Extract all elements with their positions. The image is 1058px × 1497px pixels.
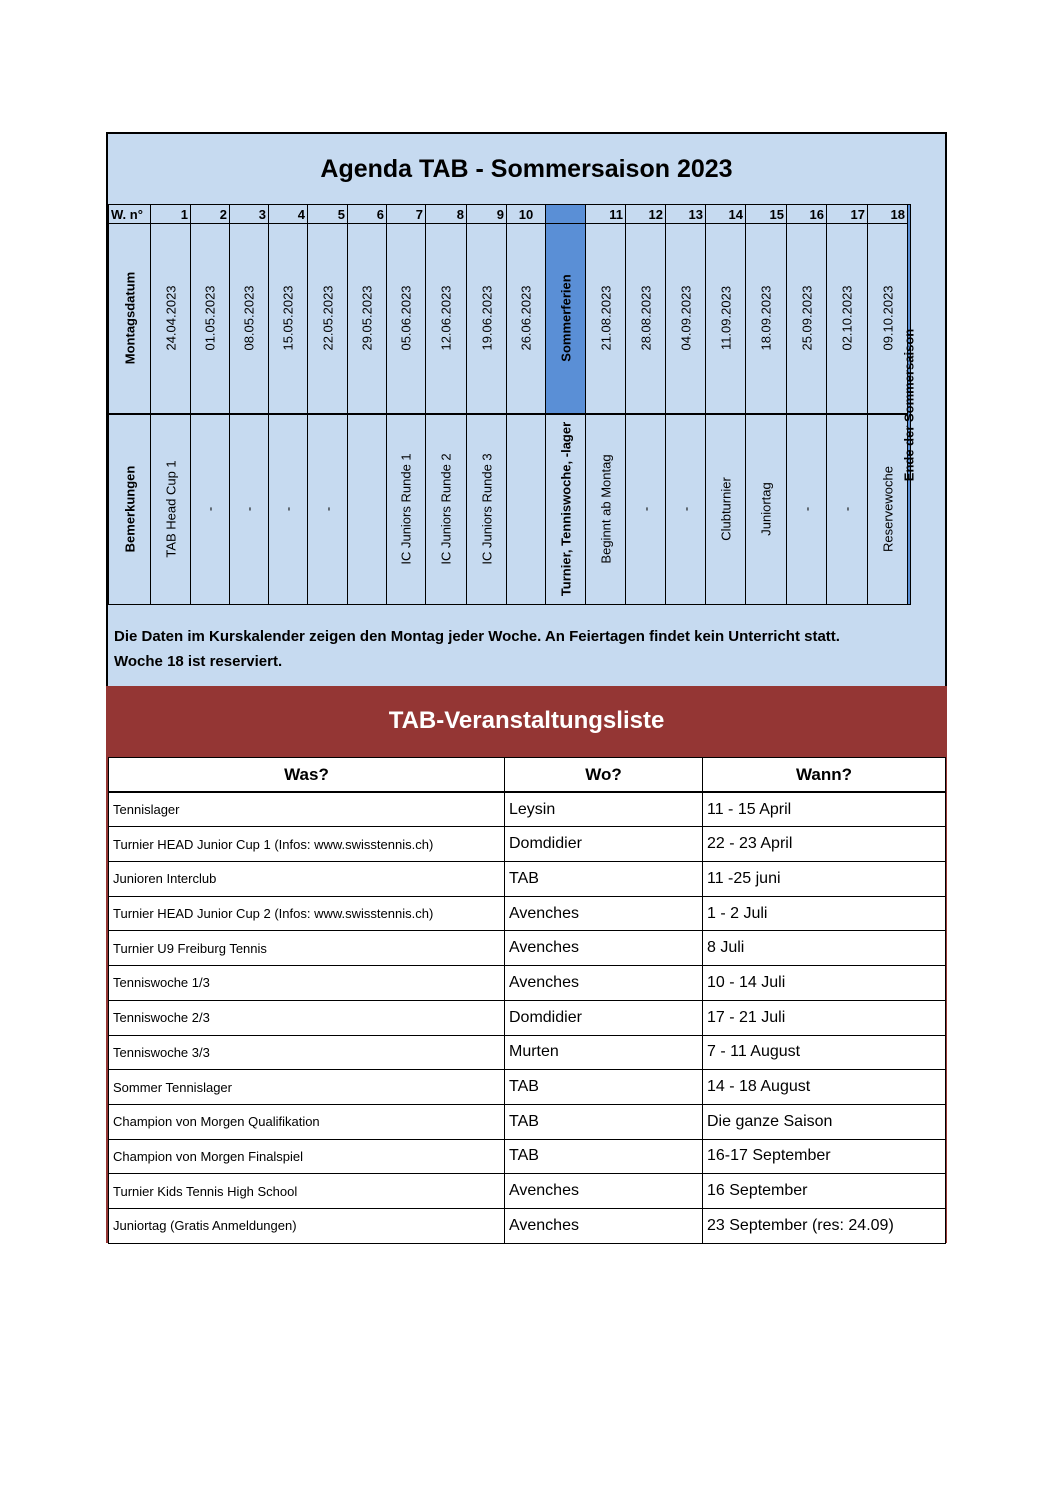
- monday-date-cell: [868, 224, 908, 414]
- event-where: Domdidier: [505, 827, 703, 862]
- summer-break-remark: Turnier, Tenniswoche, -lager: [558, 422, 573, 597]
- monday-date-cell: [507, 224, 546, 414]
- event-where: Avenches: [505, 1174, 703, 1209]
- event-row: [109, 1000, 946, 1035]
- remark-cell: [586, 414, 626, 605]
- event-when: 16-17 September: [703, 1139, 946, 1174]
- agenda-panel: [106, 132, 947, 686]
- header-was: Was?: [109, 758, 505, 793]
- monday-date: 12.06.2023: [438, 285, 454, 351]
- event-when: 16 September: [703, 1174, 946, 1209]
- event-what: Juniortag (Gratis Anmeldungen): [109, 1208, 505, 1243]
- event-where: TAB: [505, 1070, 703, 1105]
- monday-date: 11.09.2023: [718, 286, 733, 351]
- monday-date-cell: [151, 224, 191, 414]
- event-what: Champion von Morgen Qualifikation: [109, 1104, 505, 1139]
- monday-date-cell: [269, 224, 308, 414]
- remark-cell: [746, 414, 787, 605]
- events-panel: [106, 755, 947, 1243]
- remark-cell: [308, 414, 348, 605]
- remark-text: -: [678, 507, 693, 512]
- event-where: Avenches: [505, 896, 703, 931]
- monday-date: 21.08.2023: [598, 285, 613, 351]
- remark-text: -: [638, 507, 653, 512]
- monday-date: 25.09.2023: [799, 285, 814, 351]
- week-number-cell: 11: [586, 205, 626, 224]
- remark-cell: [230, 414, 269, 605]
- event-where: TAB: [505, 862, 703, 897]
- week-number-cell: 16: [787, 205, 827, 224]
- event-where: Murten: [505, 1035, 703, 1070]
- remark-cell: [426, 414, 467, 605]
- remark-text: TAB Head Cup 1: [163, 460, 178, 558]
- remark-cell: [666, 414, 706, 605]
- monday-date: 24.04.2023: [163, 285, 178, 351]
- monday-date-cell: [308, 224, 348, 414]
- remark-text: Clubturnier: [718, 477, 733, 542]
- end-of-season-cell: [901, 205, 917, 605]
- remark-cell: [626, 414, 666, 605]
- event-row: [109, 792, 946, 827]
- event-what: Tenniswoche 1/3: [109, 966, 505, 1001]
- date-label-cell: [109, 224, 151, 414]
- remarks-row: [109, 414, 911, 605]
- remark-cell: [269, 414, 308, 605]
- week-number-cell: 6: [348, 205, 387, 224]
- note-line-1: Die Daten im Kurskalender zeigen den Montag jeder Woche. An Feiertagen findet kein Unterricht statt.: [114, 628, 840, 645]
- event-where: TAB: [505, 1139, 703, 1174]
- event-when: 11 -25 juni: [703, 862, 946, 897]
- remark-cell: [387, 414, 426, 605]
- remark-text: Reservewoche: [880, 466, 895, 553]
- week-number-cell: 5: [308, 205, 348, 224]
- monday-date: 08.05.2023: [241, 285, 257, 351]
- remark-cell: [348, 414, 387, 605]
- event-what: Turnier HEAD Junior Cup 2 (Infos: www.swisstennis.ch): [109, 896, 505, 931]
- remark-cell: [151, 414, 191, 605]
- remark-text: -: [280, 507, 296, 512]
- event-when: Die ganze Saison: [703, 1104, 946, 1139]
- event-what: Sommer Tennislager: [109, 1070, 505, 1105]
- remarks-row-label: Bemerkungen: [122, 465, 137, 553]
- monday-date-cell: [348, 224, 387, 414]
- week-number-cell: 1: [151, 205, 191, 224]
- event-what: Junioren Interclub: [109, 862, 505, 897]
- monday-date-cell: [586, 224, 626, 414]
- event-row: [109, 1174, 946, 1209]
- date-row-label: Montagsdatum: [122, 272, 137, 365]
- event-when: 8 Juli: [703, 931, 946, 966]
- remark-text: -: [202, 507, 218, 512]
- monday-date-cell: [467, 224, 507, 414]
- remark-text: IC Juniors Runde 1: [398, 453, 414, 565]
- remark-cell: [706, 414, 746, 605]
- remark-text: IC Juniors Runde 3: [479, 453, 494, 565]
- remark-cell: [787, 414, 827, 605]
- event-what: Turnier U9 Freiburg Tennis: [109, 931, 505, 966]
- monday-date: 29.05.2023: [359, 285, 375, 351]
- week-number-cell: 15: [746, 205, 787, 224]
- remark-cell: [827, 414, 868, 605]
- event-row: [109, 931, 946, 966]
- remark-text: IC Juniors Runde 2: [438, 453, 454, 565]
- event-where: Leysin: [505, 792, 703, 827]
- monday-date: 28.08.2023: [638, 285, 653, 351]
- monday-date: 15.05.2023: [280, 285, 296, 351]
- week-number-cell: 17: [827, 205, 868, 224]
- event-what: Champion von Morgen Finalspiel: [109, 1139, 505, 1174]
- week-number-cell: 3: [230, 205, 269, 224]
- event-row: [109, 827, 946, 862]
- agenda-title: Agenda TAB - Sommersaison 2023: [320, 154, 733, 183]
- week-number-cell: 4: [269, 205, 308, 224]
- remark-cell: [467, 414, 507, 605]
- monday-date: 04.09.2023: [678, 285, 693, 351]
- event-when: 11 - 15 April: [703, 792, 946, 827]
- events-header-row: [109, 758, 946, 793]
- monday-date-cell: [230, 224, 269, 414]
- remark-label-cell: [109, 414, 151, 605]
- header-wo: Wo?: [505, 758, 703, 793]
- event-where: Avenches: [505, 931, 703, 966]
- week-number-cell: 8: [426, 205, 467, 224]
- remark-cell: [191, 414, 230, 605]
- agenda-note: [114, 624, 944, 674]
- event-row: [109, 966, 946, 1001]
- summer-break-label: Sommerferien: [558, 274, 573, 362]
- event-what: Tenniswoche 2/3: [109, 1000, 505, 1035]
- monday-date-cell: [666, 224, 706, 414]
- monday-date: 01.05.2023: [202, 285, 218, 351]
- monday-date-cell: [626, 224, 666, 414]
- event-what: Tenniswoche 3/3: [109, 1035, 505, 1070]
- events-table: [108, 757, 946, 1244]
- week-number-cell: 12: [626, 205, 666, 224]
- monday-date-cell: [706, 224, 746, 414]
- summer-break-week-cell: [546, 205, 586, 224]
- event-where: TAB: [505, 1104, 703, 1139]
- remark-text: -: [241, 507, 257, 512]
- monday-date-cell: [426, 224, 467, 414]
- week-number-cell: 18: [868, 205, 908, 224]
- event-when: 14 - 18 August: [703, 1070, 946, 1105]
- remark-text: -: [839, 507, 855, 512]
- header-wann: Wann?: [703, 758, 946, 793]
- week-label-cell: W. n°: [109, 205, 151, 224]
- event-where: Avenches: [505, 966, 703, 1001]
- event-row: [109, 1208, 946, 1243]
- event-where: Avenches: [505, 1208, 703, 1243]
- summer-break-remark-cell: [546, 414, 586, 605]
- monday-date: 05.06.2023: [398, 285, 414, 351]
- monday-date-cell: [746, 224, 787, 414]
- monday-date-cell: [827, 224, 868, 414]
- monday-date: 18.09.2023: [758, 285, 774, 351]
- event-row: [109, 1070, 946, 1105]
- monday-date-cell: [387, 224, 426, 414]
- event-when: 23 September (res: 24.09): [703, 1208, 946, 1243]
- monday-date: 22.05.2023: [320, 285, 335, 351]
- remark-text: Beginnt ab Montag: [598, 454, 613, 564]
- summer-break-label-cell: [546, 224, 586, 414]
- event-when: 7 - 11 August: [703, 1035, 946, 1070]
- events-title: TAB-Veranstaltungsliste: [106, 686, 947, 755]
- event-what: Turnier HEAD Junior Cup 1 (Infos: www.swisstennis.ch): [109, 827, 505, 862]
- event-row: [109, 862, 946, 897]
- monday-date-cell: [787, 224, 827, 414]
- monday-date-cell: [191, 224, 230, 414]
- monday-date: 02.10.2023: [839, 285, 855, 351]
- event-when: 1 - 2 Juli: [703, 896, 946, 931]
- note-line-2: Woche 18 ist reserviert.: [114, 653, 283, 670]
- event-when: 22 - 23 April: [703, 827, 946, 862]
- week-number-row: [109, 205, 911, 224]
- monday-date: 19.06.2023: [479, 285, 494, 351]
- event-row: [109, 896, 946, 931]
- event-what: Turnier Kids Tennis High School: [109, 1174, 505, 1209]
- agenda-grid: [108, 204, 917, 605]
- monday-date: 09.10.2023: [880, 285, 895, 351]
- event-where: Domdidier: [505, 1000, 703, 1035]
- week-number-cell: 2: [191, 205, 230, 224]
- event-row: [109, 1139, 946, 1174]
- monday-date: 26.06.2023: [518, 285, 534, 351]
- end-of-season-label: Ende der Sommersaison: [901, 328, 917, 481]
- event-row: [109, 1104, 946, 1139]
- week-number-cell: 7: [387, 205, 426, 224]
- remark-cell: [868, 414, 908, 605]
- remark-text: Juniortag: [758, 482, 774, 536]
- week-number-cell: 14: [706, 205, 746, 224]
- week-number-cell: 10: [507, 205, 546, 224]
- remark-text: -: [799, 507, 814, 512]
- event-what: Tennislager: [109, 792, 505, 827]
- remark-text: -: [320, 507, 335, 512]
- week-number-cell: 9: [467, 205, 507, 224]
- event-when: 10 - 14 Juli: [703, 966, 946, 1001]
- remark-cell: [507, 414, 546, 605]
- event-when: 17 - 21 Juli: [703, 1000, 946, 1035]
- monday-date-row: [109, 224, 911, 414]
- event-row: [109, 1035, 946, 1070]
- week-number-cell: 13: [666, 205, 706, 224]
